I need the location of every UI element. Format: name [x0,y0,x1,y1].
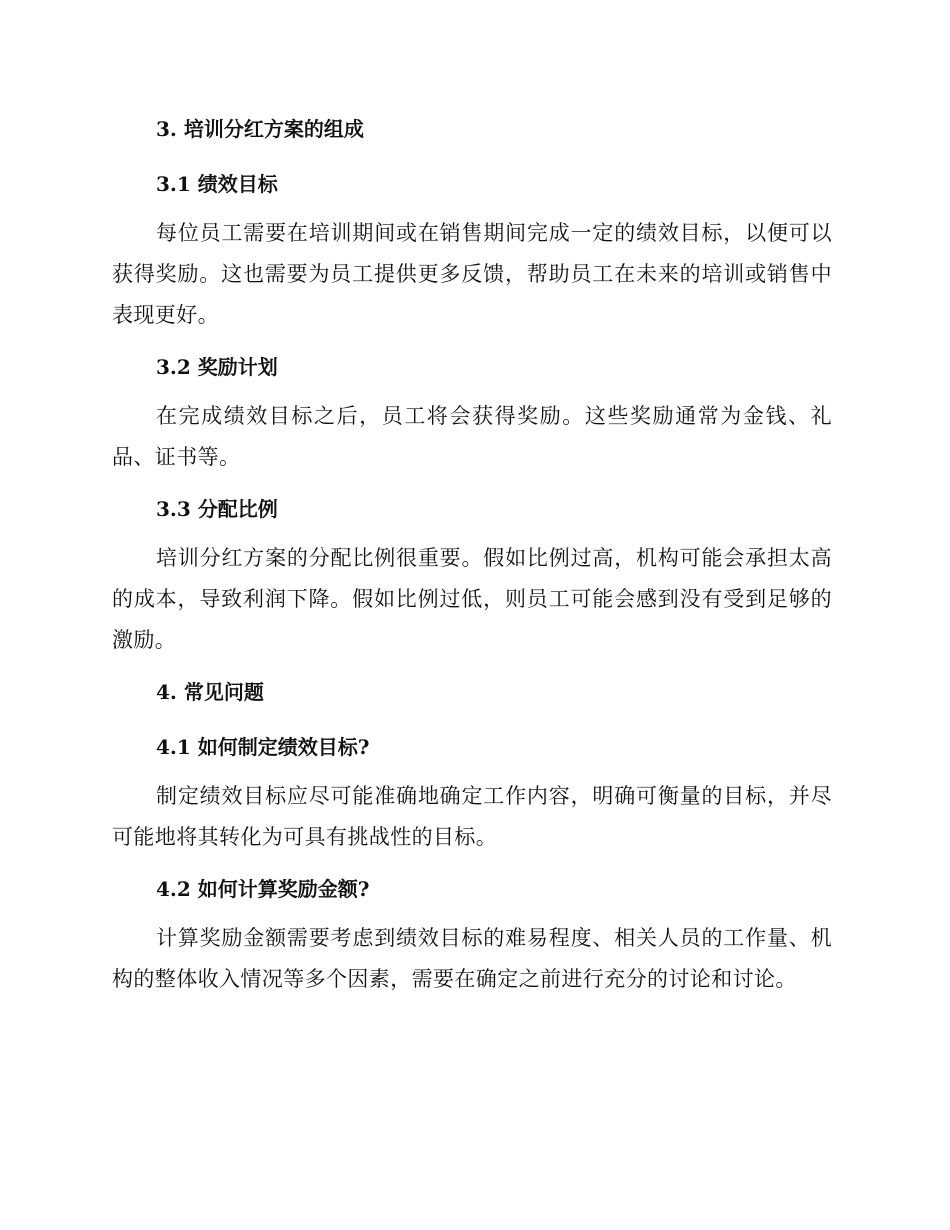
section-paragraph-4-1: 制定绩效目标应尽可能准确地确定工作内容，明确可衡量的目标，并尽可能地将其转化为可具有挑战性的目标。 [112,784,832,849]
section-heading-4-2: 4.2 如何计算奖励金额? [156,877,370,901]
section-paragraph-4-2: 计算奖励金额需要考虑到绩效目标的难易程度、相关人员的工作量、机构的整体收入情况等多个因素，需要在确定之前进行充分的讨论和讨论。 [112,926,832,991]
section-heading-3: 3. 培训分红方案的组成 [156,117,364,141]
section-paragraph-3-3: 培训分红方案的分配比例很重要。假如比例过高，机构可能会承担太高的成本，导致利润下降。假如比例过低，则员工可能会感到没有受到足够的激励。 [112,546,832,652]
section-paragraph-3-1: 每位员工需要在培训期间或在销售期间完成一定的绩效目标，以便可以获得奖励。这也需要为员工提供更多反馈，帮助员工在未来的培训或销售中表现更好。 [112,221,832,327]
section-heading-4: 4. 常见问题 [156,680,264,704]
section-heading-4-1: 4.1 如何制定绩效目标? [156,735,370,759]
section-paragraph-3-2: 在完成绩效目标之后，员工将会获得奖励。这些奖励通常为金钱、礼品、证书等。 [112,404,832,469]
section-heading-3-3: 3.3 分配比例 [156,497,278,521]
document-body [112,112,832,1000]
section-heading-3-2: 3.2 奖励计划 [156,355,278,379]
section-heading-3-1: 3.1 绩效目标 [156,172,278,196]
